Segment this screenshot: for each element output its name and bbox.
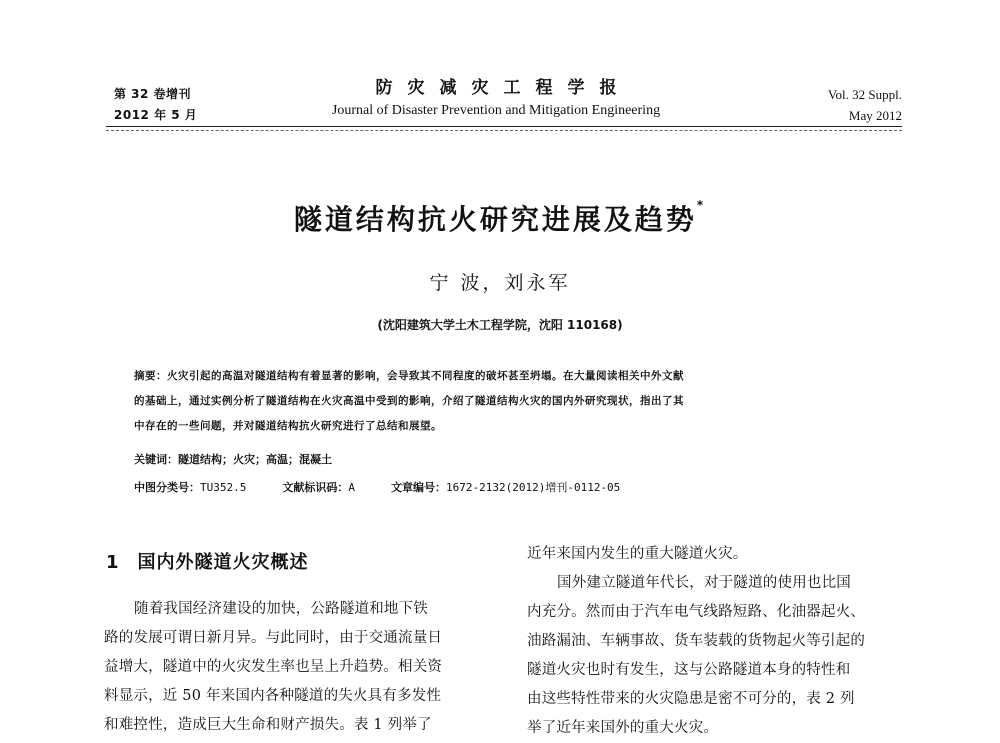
volume-en: Vol. 32 Suppl. (827, 87, 902, 102)
body-line: 益增大，隧道中的火灾发生率也呈上升趋势。相关资 (104, 659, 443, 675)
body-line: 油路漏油、车辆事故、货车装载的货物起火等引起的 (527, 633, 866, 649)
body-line: 由这些特性带来的火灾隐患是密不可分的，表 2 列 (527, 691, 855, 707)
header-rule-secondary (106, 130, 902, 131)
article-number-value: 1672-2132(2012)增刊-0112-05 (445, 481, 621, 494)
clc-value: TU352.5 (200, 481, 247, 494)
section-heading (106, 548, 309, 574)
keywords (134, 450, 884, 470)
body-line: 国外建立隧道年代长，对于隧道的使用也比国 (557, 575, 851, 591)
journal-volume-info (114, 84, 254, 126)
publication-date-cn: 2012 年 5 月 (114, 108, 198, 122)
clc-label: 中图分类号： (134, 481, 200, 494)
body-line: 和难控性，造成巨大生命和财产损失。表 1 列举了 (104, 717, 432, 733)
body-line: 近年来国内发生的重大隧道火灾。 (527, 546, 748, 562)
header-rule (106, 126, 902, 127)
journal-volume-info-en (762, 84, 902, 126)
body-line: 料显示，近 50 年来国内各种隧道的失火具有多发性 (104, 688, 442, 704)
author-affiliation: (沈阳建筑大学土木工程学院，沈阳 110168) (377, 318, 623, 332)
body-column-left (104, 595, 496, 740)
article-title (200, 198, 800, 238)
abstract-line: 中存在的一些问题，并对隧道结构抗火研究进行了总结和展望。 (134, 420, 442, 432)
classification-row (134, 478, 894, 498)
body-line: 路的发展可谓日新月异。与此同时，由于交通流量日 (104, 630, 443, 646)
document-code-label: 文献标识码： (282, 481, 349, 494)
body-line: 举了近年来国外的重大火灾。 (527, 720, 719, 736)
body-line: 内充分。然而由于汽车电气线路短路、化油器起火、 (527, 604, 866, 620)
section-number: 1 (106, 552, 120, 573)
abstract-label: 摘要： (134, 370, 167, 382)
journal-title-cn: 防灾减灾工程学报 (375, 78, 632, 98)
body-line: 随着我国经济建设的加快，公路隧道和地下铁 (134, 601, 428, 617)
journal-title-en: Journal of Disaster Prevention and Mitigation Engineering (331, 103, 661, 118)
body-line: 隧道火灾也时有发生，这与公路隧道本身的特性和 (527, 662, 851, 678)
article-authors: 宁 波，刘永军 (429, 272, 571, 294)
body-column-right (527, 540, 917, 743)
journal-masthead (255, 76, 737, 121)
volume-issue: 第 32 卷增刊 (114, 87, 192, 101)
keywords-value: 隧道结构；火灾；高温；混凝土 (178, 453, 332, 466)
article-title-text: 隧道结构抗火研究进展及趋势 (293, 203, 697, 236)
abstract (134, 364, 884, 439)
abstract-text: 火灾引起的高温对隧道结构有着显著的影响，会导致其不同程度的破坏甚至坍塌。在大量阅读相关中外文献 (167, 370, 684, 382)
keywords-label: 关键词： (134, 453, 178, 466)
abstract-line (134, 364, 884, 389)
publication-date-en: May 2012 (848, 108, 902, 123)
title-footnote-mark: * (696, 198, 707, 212)
document-code-value: A (348, 481, 355, 494)
abstract-line: 的基础上，通过实例分析了隧道结构在火灾高温中受到的影响，介绍了隧道结构火灾的国内外研究现状，指出了其 (134, 395, 684, 407)
article-number-label: 文章编号： (390, 481, 446, 494)
section-title: 国内外隧道火灾概述 (137, 552, 309, 573)
